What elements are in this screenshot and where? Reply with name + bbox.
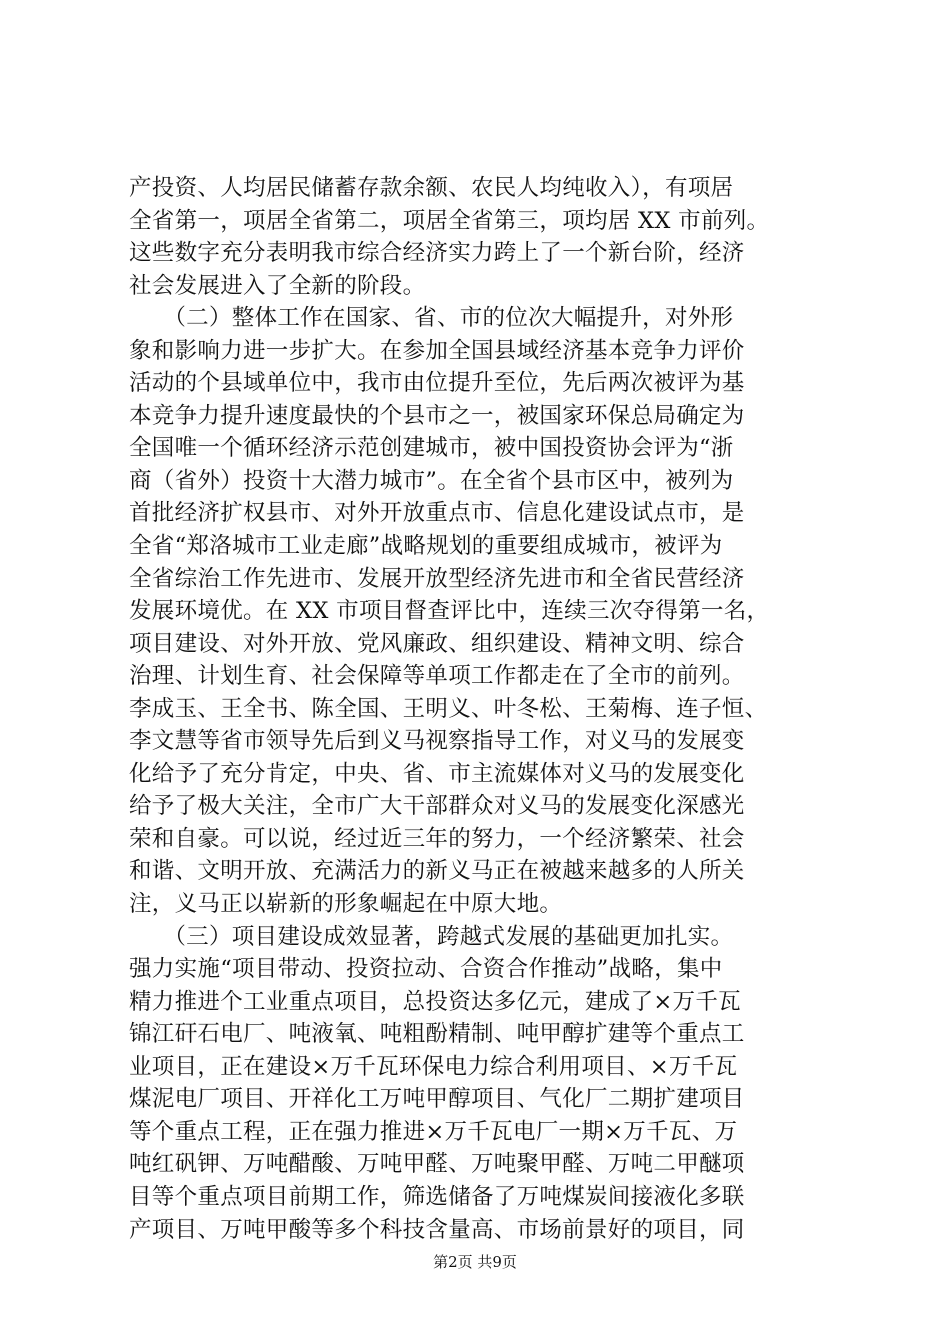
- text-line: 治理、计划生育、社会保障等单项工作都走在了全市的前列。: [129, 663, 745, 690]
- document-body: [129, 172, 849, 1246]
- text-line: 目等个重点项目前期工作，筛选储备了万吨煤炭间接液化多联: [129, 1183, 745, 1210]
- text-line: 等个重点工程，正在强力推进×万千瓦电厂一期×万千瓦、万: [129, 1118, 738, 1145]
- text-line: 精力推进个工业重点项目，总投资达多亿元，建成了×万千瓦: [129, 988, 741, 1015]
- text-line: 首批经济扩权县市、对外开放重点市、信息化建设试点市，是: [129, 500, 745, 527]
- text-line: 全国唯一个循环经济示范创建城市，被中国投资协会评为“浙: [129, 435, 734, 462]
- text-line: 产项目、万吨甲酸等多个科技含量高、市场前景好的项目，同: [129, 1216, 745, 1243]
- paragraph-heading-line: （二）整体工作在国家、省、市的位次大幅提升，对外形: [129, 305, 734, 332]
- text-line: 锦江矸石电厂、吨液氧、吨粗酚精制、吨甲醇扩建等个重点工: [129, 1021, 745, 1048]
- text-line: 业项目，正在建设×万千瓦环保电力综合利用项目、×万千瓦: [129, 1053, 738, 1080]
- text-line: 注，义马正以崭新的形象崛起在中原大地。: [129, 891, 563, 918]
- text-line: 强力实施“项目带动、投资拉动、合资合作推动”战略，集中: [129, 956, 723, 983]
- text-line: 煤泥电厂项目、开祥化工万吨甲醇项目、气化厂二期扩建项目: [129, 1086, 745, 1113]
- text-line: 发展环境优。在 XX 市项目督查评比中，连续三次夺得第一名，: [129, 598, 770, 625]
- page-number-footer: 第2页 共9页: [433, 1253, 517, 1271]
- text-line: 吨红矾钾、万吨醋酸、万吨甲醛、万吨聚甲醛、万吨二甲醚项: [129, 1151, 745, 1178]
- text-line: 象和影响力进一步扩大。在参加全国县域经济基本竞争力评价: [129, 337, 745, 364]
- text-line: 荣和自豪。可以说，经过近三年的努力，一个经济繁荣、社会: [129, 825, 745, 852]
- text-line: 社会发展进入了全新的阶段。: [129, 272, 426, 299]
- text-line: 李文慧等省市领导先后到义马视察指导工作，对义马的发展变: [129, 728, 745, 755]
- text-line: 给予了极大关注，全市广大干部群众对义马的发展变化深感光: [129, 793, 745, 820]
- text-line: 本竞争力提升速度最快的个县市之一，被国家环保总局确定为: [129, 402, 745, 429]
- text-line: 全省“郑洛城市工业走廊”战略规划的重要组成城市，被评为: [129, 533, 723, 560]
- text-line: 全省综治工作先进市、发展开放型经济先进市和全省民营经济: [129, 565, 745, 592]
- text-line: 产投资、人均居民储蓄存款余额、农民人均纯收入），有项居: [129, 175, 734, 201]
- text-line: 活动的个县域单位中，我市由位提升至位，先后两次被评为基: [129, 370, 745, 397]
- paragraph-heading-line: （三）项目建设成效显著，跨越式发展的基础更加扎实。: [129, 923, 734, 950]
- text-line: 项目建设、对外开放、党风廉政、组织建设、精神文明、综合: [129, 630, 745, 657]
- text-line: 这些数字充分表明我市综合经济实力跨上了一个新台阶，经济: [129, 240, 745, 267]
- text-line: 李成玉、王全书、陈全国、王明义、叶冬松、王菊梅、连子恒、: [129, 695, 768, 722]
- text-line: 和谐、文明开放、充满活力的新义马正在被越来越多的人所关: [129, 858, 745, 885]
- text-line: 全省第一，项居全省第二，项居全省第三，项均居 XX 市前列。: [129, 207, 770, 234]
- text-line: 商（省外）投资十大潜力城市”。在全省个县市区中，被列为: [129, 467, 734, 494]
- text-line: 化给予了充分肯定，中央、省、市主流媒体对义马的发展变化: [129, 760, 745, 787]
